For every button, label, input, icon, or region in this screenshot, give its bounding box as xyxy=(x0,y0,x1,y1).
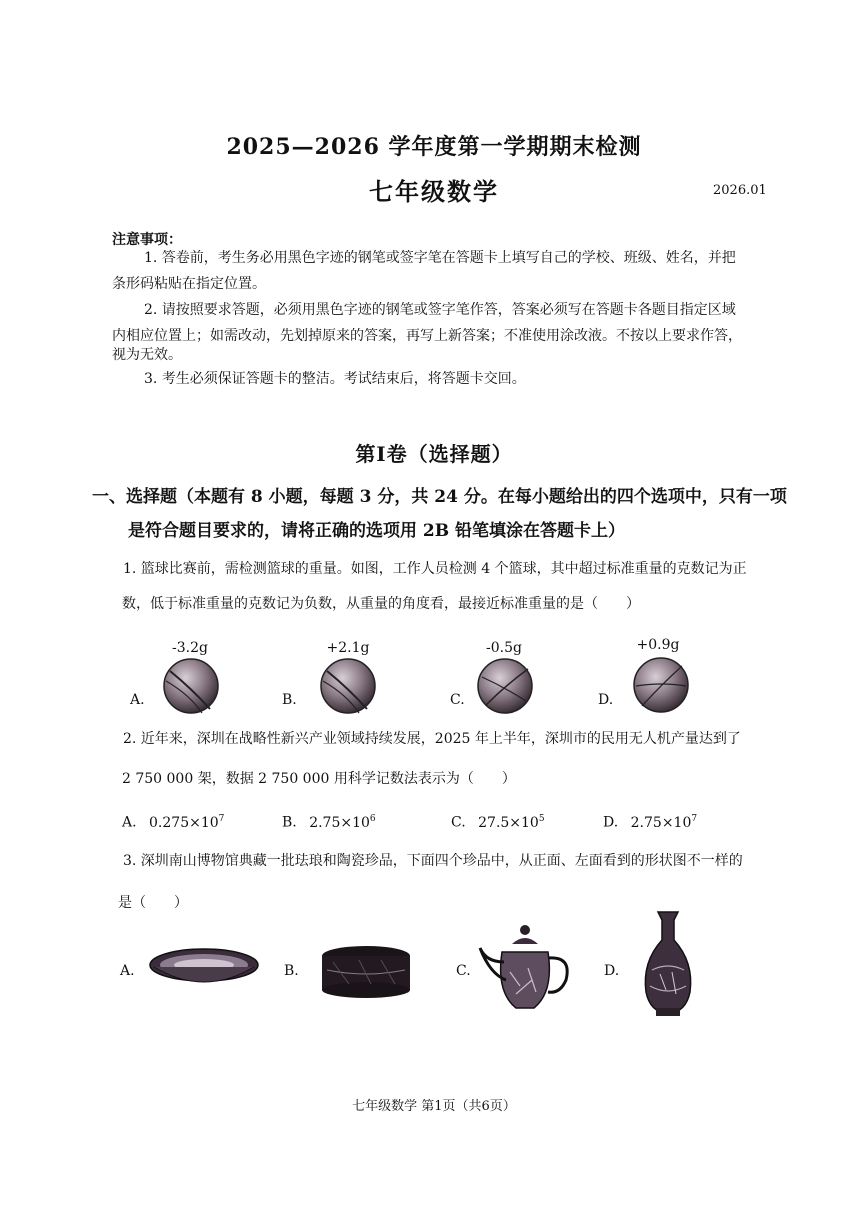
notice-line: 3. 考生必须保证答题卡的整洁。考试结束后，将答题卡交回。 xyxy=(144,371,526,387)
option-letter: C. xyxy=(451,814,466,831)
plate-icon xyxy=(148,945,260,993)
option-letter: D. xyxy=(604,963,620,979)
option-letter: A. xyxy=(130,692,145,708)
notice-line: 内相应位置上；如需改动，先划掉原来的答案，再写上新答案；不准使用涂改液。不按以上要求作答， xyxy=(112,328,742,344)
q2-text: 2 750 000 架，数据 2 750 000 用科学记数法表示为（ ） xyxy=(122,771,516,787)
option-letter: D. xyxy=(598,692,614,708)
option-letter: B. xyxy=(282,814,297,831)
option-letter: B. xyxy=(282,692,297,708)
option-value: 27.5×10 xyxy=(478,814,539,831)
part-heading: 一、选择题（本题有 8 小题，每题 3 分，共 24 分。在每小题给出的四个选项中，只有一项 xyxy=(92,487,787,507)
lidded-box-icon xyxy=(319,944,413,1000)
option-exponent: 7 xyxy=(218,814,225,824)
teapot-icon xyxy=(476,922,574,1014)
notice-heading: 注意事项： xyxy=(112,232,182,248)
ball-weight-label: -3.2g xyxy=(172,640,208,656)
exam-title: 2025—2026 学年度第一学期期末检测 xyxy=(226,134,642,160)
part-heading: 是符合题目要求的，请将正确的选项用 2B 铅笔填涂在答题卡上） xyxy=(128,521,626,541)
q2-option-d xyxy=(603,814,697,831)
option-value: 2.75×10 xyxy=(630,814,692,831)
option-letter: C. xyxy=(456,963,471,979)
vase-icon xyxy=(638,910,698,1020)
basketball-icon xyxy=(476,657,534,715)
ball-weight-label: +2.1g xyxy=(326,640,370,656)
option-letter: D. xyxy=(603,814,619,831)
notice-line: 条形码粘贴在指定位置。 xyxy=(112,276,266,292)
exam-date: 2026.01 xyxy=(713,183,767,198)
option-letter: C. xyxy=(450,692,465,708)
option-value: 2.75×10 xyxy=(309,814,370,831)
option-letter: A. xyxy=(120,963,135,979)
exam-subject: 七年级数学 xyxy=(369,177,499,206)
q1-text: 1. 篮球比赛前，需检测篮球的重量。如图，工作人员检测 4 个篮球，其中超过标准重量的克数记为正 xyxy=(123,561,747,577)
basketball-icon xyxy=(632,656,690,714)
option-exponent: 6 xyxy=(369,814,376,824)
q2-text: 2. 近年来，深圳在战略性新兴产业领域持续发展，2025 年上半年，深圳市的民用无人机产量达到了 xyxy=(123,731,741,747)
basketball-icon xyxy=(162,657,220,715)
q2-option-a xyxy=(122,814,224,831)
notice-line: 1. 答卷前，考生务必用黑色字迹的钢笔或签字笔在答题卡上填写自己的学校、班级、姓名，并把 xyxy=(144,250,736,266)
ball-weight-label: -0.5g xyxy=(486,640,522,656)
option-exponent: 5 xyxy=(538,814,545,824)
ball-weight-label: +0.9g xyxy=(636,637,680,653)
q2-option-c xyxy=(451,814,545,831)
q3-text: 是（ ） xyxy=(118,895,188,911)
option-exponent: 7 xyxy=(691,814,698,824)
option-letter: B. xyxy=(284,963,299,979)
q2-option-b xyxy=(282,814,376,831)
option-letter: A. xyxy=(122,814,137,831)
notice-line: 视为无效。 xyxy=(112,347,182,363)
option-value: 0.275×10 xyxy=(149,814,219,831)
basketball-icon xyxy=(319,657,377,715)
section-title: 第I卷（选择题） xyxy=(355,442,513,466)
notice-line: 2. 请按照要求答题，必须用黑色字迹的钢笔或签字笔作答，答案必须写在答题卡各题目指定区域 xyxy=(144,302,736,318)
page-footer: 七年级数学 第1页（共6页） xyxy=(352,1099,516,1114)
q1-text: 数，低于标准重量的克数记为负数，从重量的角度看，最接近标准重量的是（ ） xyxy=(122,596,640,612)
q3-text: 3. 深圳南山博物馆典藏一批珐琅和陶瓷珍品，下面四个珍品中，从正面、左面看到的形状图不一样的 xyxy=(123,853,743,869)
